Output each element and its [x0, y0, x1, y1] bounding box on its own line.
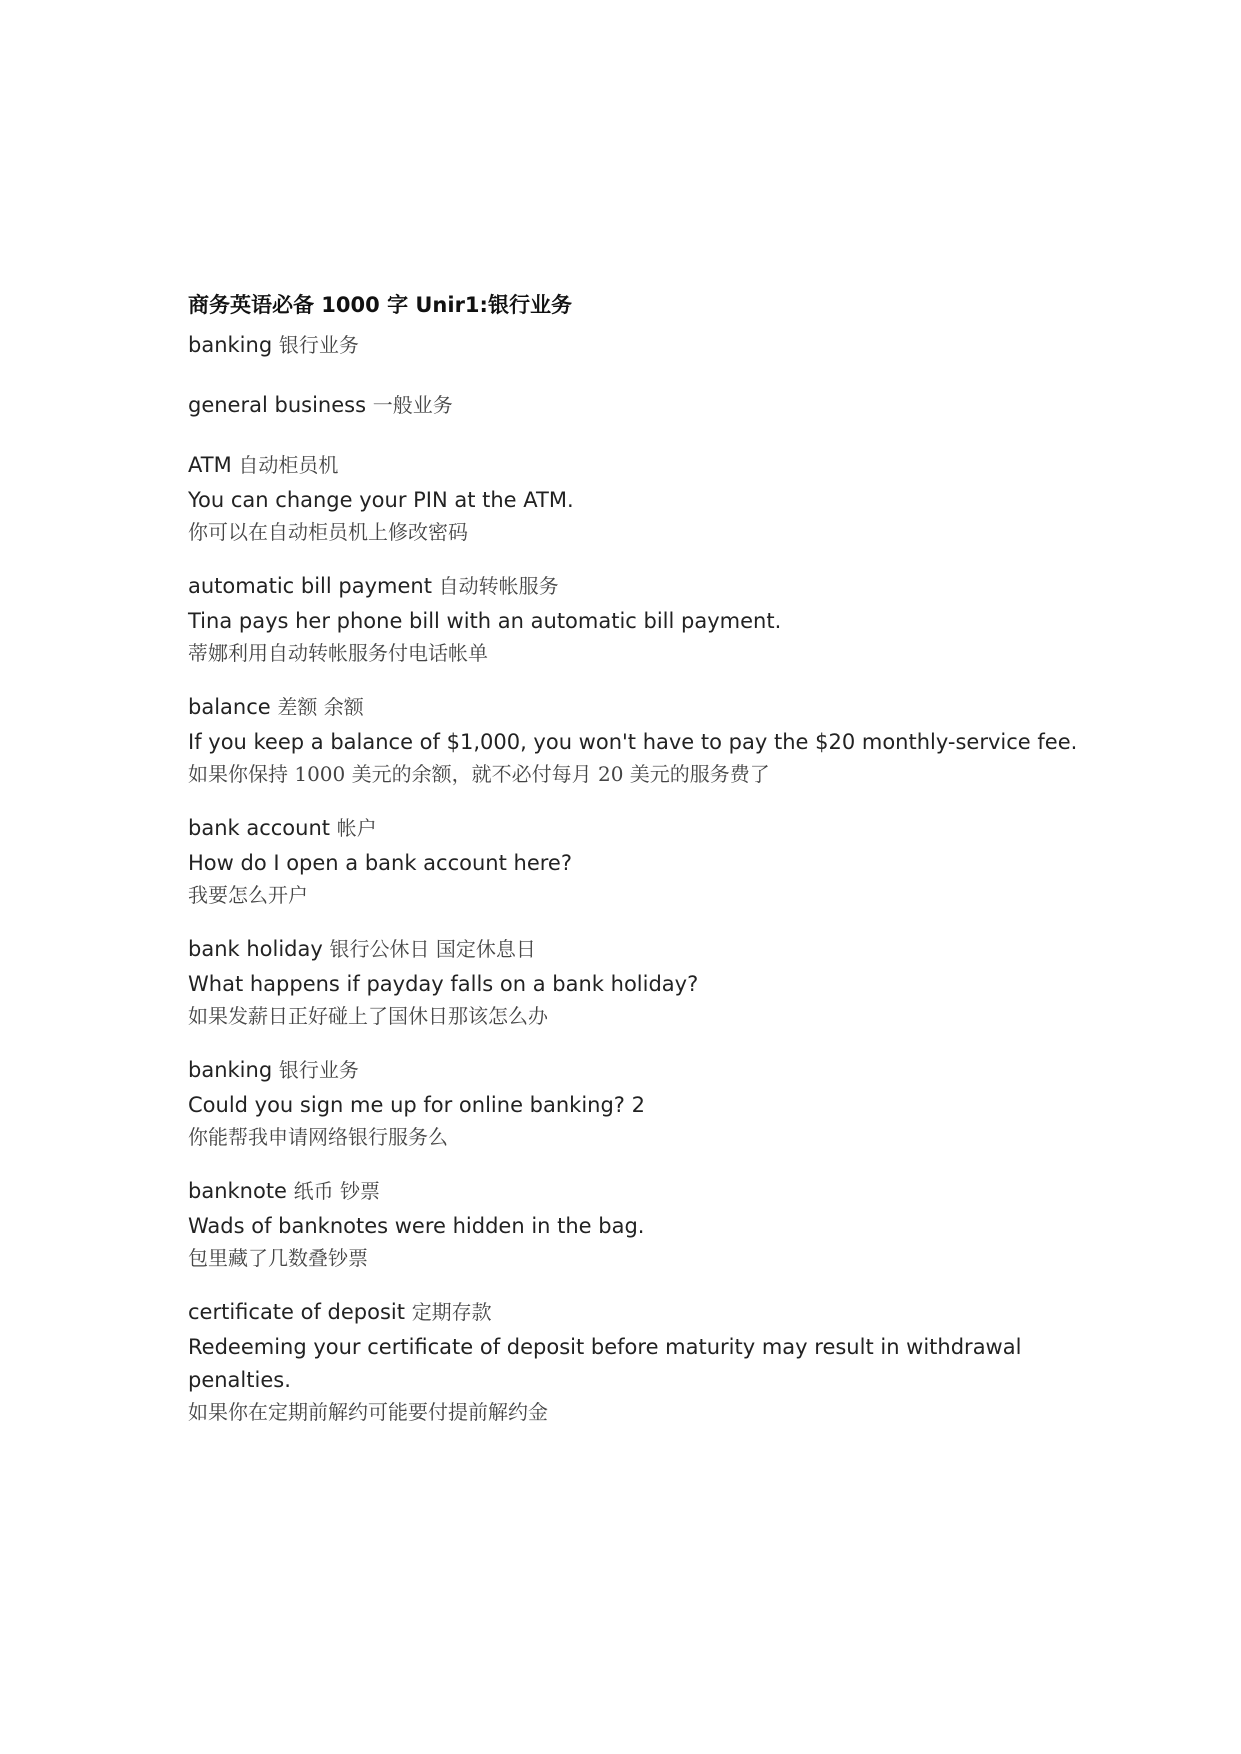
gloss: 纸币 钞票 — [293, 1179, 381, 1203]
term: bank account — [188, 816, 331, 840]
gloss: 银行业务 — [278, 1058, 359, 1082]
example-sentence: Tina pays her phone bill with an automatic bill payment. — [188, 609, 782, 633]
term: banking — [188, 1058, 273, 1082]
example-translation: 如果你在定期前解约可能要付提前解约金 — [188, 1400, 548, 1424]
vocab-entry — [188, 813, 1088, 910]
term: automatic bill payment — [188, 574, 432, 598]
example-translation: 你可以在自动柜员机上修改密码 — [188, 520, 468, 544]
vocab-entry — [188, 330, 1088, 360]
term-line — [188, 330, 1088, 360]
vocab-entry — [188, 390, 1088, 420]
term: banking — [188, 333, 273, 357]
gloss: 银行业务 — [278, 333, 359, 357]
example-translation: 包里藏了几数叠钞票 — [188, 1246, 368, 1270]
vocab-entry — [188, 934, 1088, 1031]
term: balance — [188, 695, 271, 719]
vocab-entry — [188, 1055, 1088, 1152]
example-sentence: What happens if payday falls on a bank holiday? — [188, 972, 699, 996]
example-translation: 蒂娜利用自动转帐服务付电话帐单 — [188, 641, 488, 665]
term-line — [188, 813, 1088, 843]
term: general business — [188, 393, 367, 417]
gloss: 定期存款 — [411, 1300, 492, 1324]
gloss: 自动转帐服务 — [438, 574, 559, 598]
gloss: 一般业务 — [372, 393, 453, 417]
term: banknote — [188, 1179, 287, 1203]
example-sentence: Redeeming your certificate of deposit before maturity may result in withdrawal penalties. — [188, 1335, 1022, 1392]
example-translation: 你能帮我申请网络银行服务么 — [188, 1125, 448, 1149]
vocab-entry — [188, 450, 1088, 547]
term-line — [188, 692, 1088, 722]
gloss: 自动柜员机 — [238, 453, 339, 477]
term-line — [188, 571, 1088, 601]
term-line — [188, 934, 1088, 964]
vocab-entry — [188, 692, 1088, 789]
gloss: 银行公休日 国定休息日 — [329, 937, 536, 961]
example-sentence: If you keep a balance of $1,000, you won't have to pay the $20 monthly-service fee. — [188, 730, 1078, 754]
term-line — [188, 390, 1088, 420]
term: ATM — [188, 453, 232, 477]
term: certificate of deposit — [188, 1300, 405, 1324]
example-sentence: How do I open a bank account here? — [188, 851, 572, 875]
example-translation: 如果你保持 1000 美元的余额，就不必付每月 20 美元的服务费了 — [188, 762, 770, 786]
term-line — [188, 1297, 1088, 1327]
gloss: 差额 余额 — [277, 695, 364, 719]
example-translation: 我要怎么开户 — [188, 883, 308, 907]
term-line — [188, 450, 1088, 480]
document-page — [188, 290, 1088, 1451]
vocab-entry — [188, 1176, 1088, 1273]
vocab-entry — [188, 1297, 1088, 1427]
vocab-entry — [188, 571, 1088, 668]
example-translation: 如果发薪日正好碰上了国休日那该怎么办 — [188, 1004, 548, 1028]
example-sentence: Wads of banknotes were hidden in the bag. — [188, 1214, 645, 1238]
term-line — [188, 1055, 1088, 1085]
gloss: 帐户 — [336, 816, 377, 840]
document-title: 商务英语必备 1000 字 Unir1:银行业务 — [188, 293, 572, 317]
example-sentence: You can change your PIN at the ATM. — [188, 488, 574, 512]
example-sentence: Could you sign me up for online banking? 2 — [188, 1093, 645, 1117]
term: bank holiday — [188, 937, 323, 961]
term-line — [188, 1176, 1088, 1206]
